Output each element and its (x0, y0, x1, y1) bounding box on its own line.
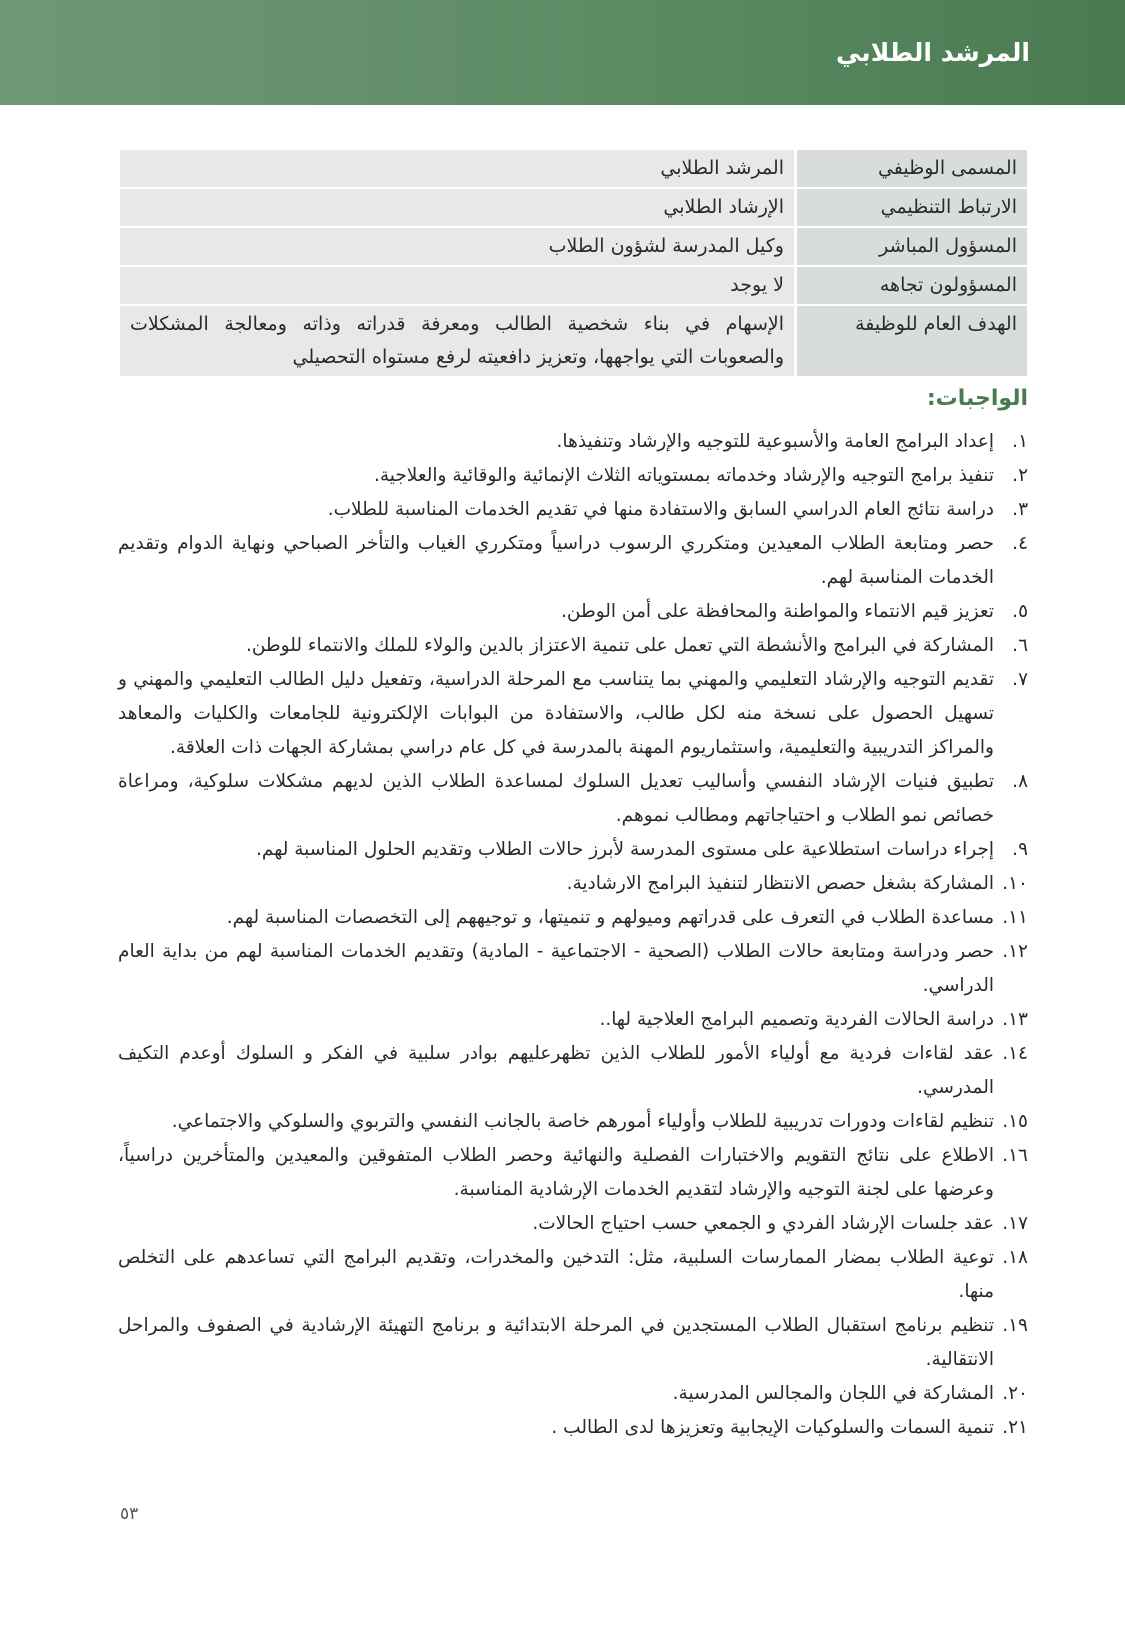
item-text: تعزيز قيم الانتماء والمواطنة والمحافظة على أمن الوطن. (561, 601, 994, 622)
item-number: ٢١. (1002, 1417, 1028, 1438)
organizational-link-label: الارتباط التنظيمي (796, 188, 1028, 227)
item-number: ١٧. (1002, 1213, 1028, 1234)
item-number: ٥. (1012, 601, 1028, 622)
item-text: تقديم التوجيه والإرشاد التعليمي والمهني بما يتناسب مع المرحلة الدراسية، وتفعيل دليل الطالب التعليمي والمهني و تسهيل الحصول على نسخة منه لكل طالب، والاستفادة من البوابات الإلكترونية للجامعات والكليات والمعاهد والمراكز التدريبية والتعليمية، واستثماريوم المهنة بالمدرسة في كل عام دراسي بمشاركة الجهات ذات العلاقة. (118, 669, 994, 758)
list-item (118, 1003, 1028, 1037)
item-number: ١٦. (1002, 1145, 1028, 1166)
item-text: توعية الطلاب بمضار الممارسات السلبية، مثل: التدخين والمخدرات، وتقديم البرامج التي تساعدهم على التخلص منها. (118, 1247, 994, 1302)
item-text: إعداد البرامج العامة والأسبوعية للتوجيه والإرشاد وتنفيذها. (556, 431, 994, 452)
list-item (118, 663, 1028, 765)
list-item (118, 765, 1028, 833)
subordinates-value: لا يوجد (120, 266, 796, 305)
job-goal-value: الإسهام في بناء شخصية الطالب ومعرفة قدراته وذاته ومعالجة المشكلات والصعوبات التي يواجهها، وتعزيز دافعيته لرفع مستواه التحصيلي (120, 305, 796, 377)
item-text: مساعدة الطلاب في التعرف على قدراتهم وميولهم و تنميتها، و توجيههم إلى التخصصات المناسبة لهم. (226, 907, 994, 928)
item-number: ٨. (1012, 771, 1028, 792)
item-text: المشاركة بشغل حصص الانتظار لتنفيذ البرامج الارشادية. (566, 873, 994, 894)
item-number: ٧. (1012, 669, 1028, 690)
item-number: ١٩. (1002, 1315, 1028, 1336)
organizational-link-value: الإرشاد الطلابي (120, 188, 796, 227)
job-title-value: المرشد الطلابي (120, 150, 796, 188)
item-number: ١. (1012, 431, 1028, 452)
job-info-table (120, 150, 1027, 378)
header-band (0, 0, 1125, 105)
item-number: ١٨. (1002, 1247, 1028, 1268)
list-item (118, 527, 1028, 595)
item-number: ١٢. (1002, 941, 1028, 962)
table-row (120, 227, 1027, 266)
list-item (118, 1139, 1028, 1207)
item-number: ١٣. (1002, 1009, 1028, 1030)
item-text: المشاركة في البرامج والأنشطة التي تعمل على تنمية الاعتزاز بالدين والولاء للملك والانتماء للوطن. (245, 635, 994, 656)
list-item (118, 1037, 1028, 1105)
list-item (118, 1241, 1028, 1309)
item-number: ٤. (1012, 533, 1028, 554)
direct-supervisor-label: المسؤول المباشر (796, 227, 1028, 266)
duties-heading: الواجبات: (926, 386, 1028, 411)
item-text: إجراء دراسات استطلاعية على مستوى المدرسة لأبرز حالات الطلاب وتقديم الحلول المناسبة لهم. (256, 839, 994, 860)
list-item (118, 493, 1028, 527)
item-number: ٦. (1012, 635, 1028, 656)
list-item (118, 425, 1028, 459)
item-number: ٢. (1012, 465, 1028, 486)
item-text: المشاركة في اللجان والمجالس المدرسية. (672, 1383, 994, 1404)
item-text: تنفيذ برامج التوجيه والإرشاد وخدماته بمستوياته الثلاث الإنمائية والوقائية والعلاجية. (373, 465, 994, 486)
item-text: دراسة الحالات الفردية وتصميم البرامج العلاجية لها.. (599, 1009, 994, 1030)
list-item (118, 833, 1028, 867)
list-item (118, 1207, 1028, 1241)
page-number: ٥٣ (120, 1504, 139, 1524)
item-number: ١٥. (1002, 1111, 1028, 1132)
table-row (120, 188, 1027, 227)
list-item (118, 867, 1028, 901)
item-text: عقد جلسات الإرشاد الفردي و الجمعي حسب احتياج الحالات. (532, 1213, 994, 1234)
item-number: ٢٠. (1002, 1383, 1028, 1404)
item-text: تنظيم برنامج استقبال الطلاب المستجدين في المرحلة الابتدائية و برنامج التهيئة الإرشادية في الصفوف والمراحل الانتقالية. (118, 1315, 994, 1370)
list-item (118, 595, 1028, 629)
duties-list (118, 425, 1028, 1445)
item-number: ١٤. (1002, 1043, 1028, 1064)
list-item (118, 1309, 1028, 1377)
direct-supervisor-value: وكيل المدرسة لشؤون الطلاب (120, 227, 796, 266)
item-text: الاطلاع على نتائج التقويم والاختبارات الفصلية والنهائية وحصر الطلاب المتفوقين والمعيدين والمتأخرين دراسياً، وعرضها على لجنة التوجيه والإرشاد لتقديم الخدمات الإرشادية المناسبة. (118, 1145, 994, 1200)
item-text: عقد لقاءات فردية مع أولياء الأمور للطلاب الذين تظهرعليهم بوادر سلبية في الفكر و السلوك أوعدم التكيف المدرسي. (118, 1043, 994, 1098)
page-title: المرشد الطلابي (836, 38, 1030, 67)
item-number: ١٠. (1002, 873, 1028, 894)
job-title-label: المسمى الوظيفي (796, 150, 1028, 188)
item-text: حصر ودراسة ومتابعة حالات الطلاب (الصحية - الاجتماعية - المادية) وتقديم الخدمات المناسبة لهم من بداية العام الدراسي. (118, 941, 994, 996)
list-item (118, 935, 1028, 1003)
item-text: حصر ومتابعة الطلاب المعيدين ومتكرري الرسوب دراسياً ومتكرري الغياب والتأخر الصباحي ونهاية الدوام وتقديم الخدمات المناسبة لهم. (118, 533, 994, 588)
item-text: تنمية السمات والسلوكيات الإيجابية وتعزيزها لدى الطالب . (551, 1417, 994, 1438)
list-item (118, 629, 1028, 663)
list-item (118, 1411, 1028, 1445)
subordinates-label: المسؤولون تجاهه (796, 266, 1028, 305)
list-item (118, 901, 1028, 935)
table-row (120, 305, 1027, 377)
table-row (120, 150, 1027, 188)
item-number: ٣. (1012, 499, 1028, 520)
list-item (118, 1105, 1028, 1139)
list-item (118, 459, 1028, 493)
item-number: ١١. (1002, 907, 1028, 928)
list-item (118, 1377, 1028, 1411)
job-goal-label: الهدف العام للوظيفة (796, 305, 1028, 377)
item-text: تطبيق فنيات الإرشاد النفسي وأساليب تعديل السلوك لمساعدة الطلاب الذين لديهم مشكلات سلوكية، ومراعاة خصائص نمو الطلاب و احتياجاتهم ومطالب نموهم. (118, 771, 994, 826)
item-number: ٩. (1012, 839, 1028, 860)
table-row (120, 266, 1027, 305)
item-text: تنظيم لقاءات ودورات تدريبية للطلاب وأولياء أمورهم خاصة بالجانب النفسي والتربوي والسلوكي والاجتماعي. (171, 1111, 994, 1132)
item-text: دراسة نتائج العام الدراسي السابق والاستفادة منها في تقديم الخدمات المناسبة للطلاب. (327, 499, 994, 520)
